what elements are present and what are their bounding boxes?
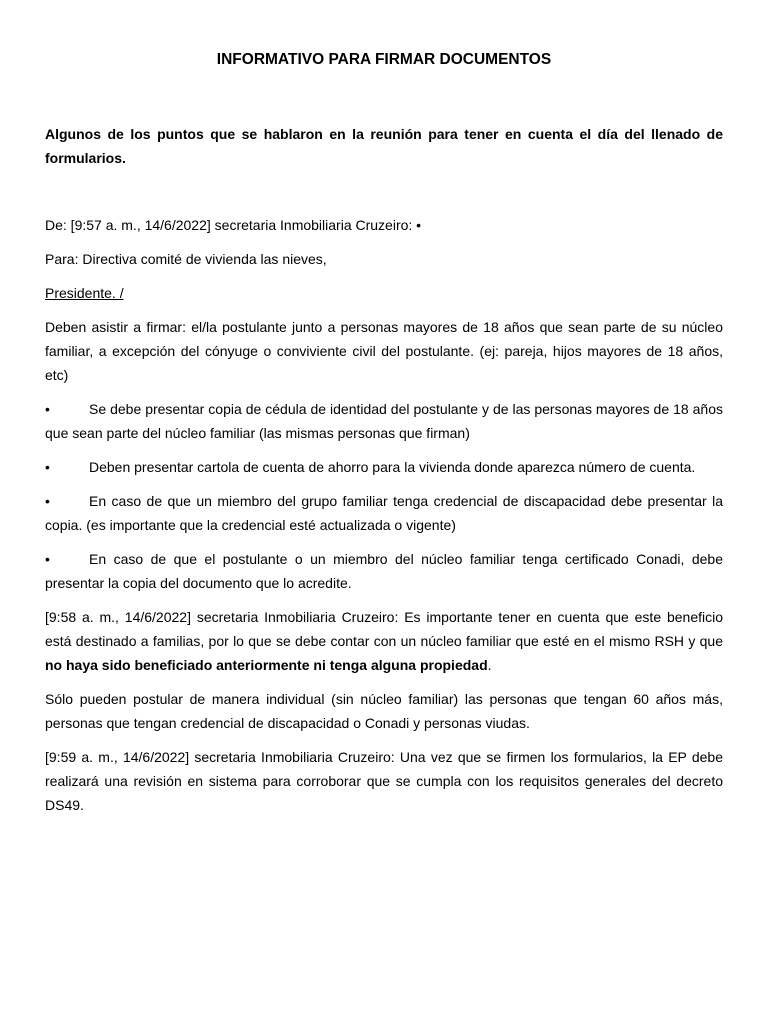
bullet-icon: • [45,459,50,475]
bullet-item [45,397,723,445]
to-line: Para: Directiva comité de vivienda las nieves, [45,251,327,267]
bullet-icon: • [45,493,50,509]
bullet-text: En caso de que un miembro del grupo familiar tenga credencial de discapacidad debe presentar la copia. (es importante que la credencial esté actualizada o vigente) [45,493,723,533]
individual-paragraph: Sólo pueden postular de manera individual (sin núcleo familiar) las personas que tengan 60 años más, personas que tengan credencial de discapacidad o Conadi y personas viudas. [45,691,723,731]
document-subtitle: Algunos de los puntos que se hablaron en la reunión para tener en cuenta el día del llenado de formularios. [45,126,723,166]
bullet-icon: • [45,401,50,417]
message-958-text: [9:58 a. m., 14/6/2022] secretaria Inmobiliaria Cruzeiro: Es importante tener en cuenta que este beneficio está destinado a familias, por lo que se debe contar con un núcleo familiar que esté en el mismo RSH y que [45,609,723,649]
bullet-text: Se debe presentar copia de cédula de identidad del postulante y de las personas mayores de 18 años que sean parte del núcleo familiar (las mismas personas que firman) [45,401,723,441]
bullet-text: En caso de que el postulante o un miembro del núcleo familiar tenga certificado Conadi, debe presentar la copia del documento que lo acredite. [45,551,723,591]
message-958-end: . [487,657,492,673]
message-958-emphasis: no haya sido beneficiado anteriormente ni tenga alguna propiedad [45,657,488,673]
attend-paragraph: Deben asistir a firmar: el/la postulante junto a personas mayores de 18 años que sean parte de su núcleo familiar, a excepción del cónyuge o conviviente civil del postulante. (ej: pareja, hijos mayores de 18 años, etc) [45,319,723,383]
bullet-text: Deben presentar cartola de cuenta de ahorro para la vivienda donde aparezca número de cuenta. [89,459,696,475]
document-title: INFORMATIVO PARA FIRMAR DOCUMENTOS [216,51,552,68]
message-959: [9:59 a. m., 14/6/2022] secretaria Inmobiliaria Cruzeiro: Una vez que se firmen los formularios, la EP debe realizará una revisión en sistema para corroborar que se cumpla con los requisitos generales del decreto DS49. [45,749,723,813]
bullet-item [45,547,723,595]
bullet-item [45,455,723,479]
document-body [45,213,723,827]
bullet-icon: • [45,551,50,567]
bullet-item [45,489,723,537]
message-958 [45,605,723,677]
president-label: Presidente. / [45,285,124,301]
president-line [45,281,723,305]
from-line: De: [9:57 a. m., 14/6/2022] secretaria Inmobiliaria Cruzeiro: • [45,217,422,233]
